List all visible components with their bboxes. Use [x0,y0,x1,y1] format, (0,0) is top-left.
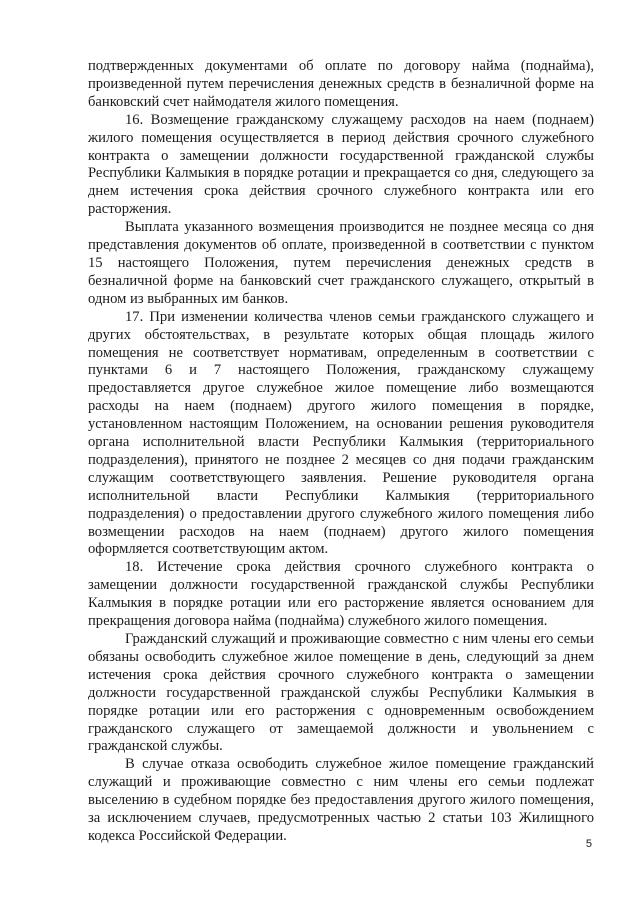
paragraph-item-16: 16. Возмещение гражданскому служащему расходов на наем (поднаем) жилого помещения осуществляется в период действия срочного служебного контракта о замещении должности государственной гражданской службы Республики Калмыкия в порядке ротации и прекращается со дня, следующего за днем истечения срока действия срочного служебного контракта или его расторжения. [88,111,594,218]
paragraph-item-18-eviction: В случае отказа освободить служебное жилое помещение гражданский служащий и проживающие совместно с ним члены его семьи подлежат выселению в судебном порядке без предоставления другого жилого помещения, за исключением случаев, предусмотренных частью 2 статьи 103 Жилищного кодекса Российской Федерации. [88,756,594,844]
paragraph-item-18-vacate: Гражданский служащий и проживающие совместно с ним члены его семьи обязаны освободить служебное жилое помещение в день, следующий за днем истечения срока действия срочного служебного контракта о замещении должности государственной гражданской службы Республики Калмыкия в порядке ротации или его расторжения с одновременным освобождением гражданского служащего от замещаемой должности и увольнением с гражданской службы. [88,631,594,755]
paragraph-item-18: 18. Истечение срока действия срочного служебного контракта о замещении должности государственной гражданской службы Республики Калмыкия в порядке ротации или его расторжение является основанием для прекращения договора найма (поднайма) служебного жилого помещения. [88,559,594,630]
document-body [88,58,594,846]
page-number: 5 [585,838,592,850]
paragraph-continuation: подтвержденных документами об оплате по договору найма (поднайма), произведенной путем перечисления денежных средств в безналичной форме на банковский счет наймодателя жилого помещения. [88,58,594,110]
paragraph-item-16-payment: Выплата указанного возмещения производится не позднее месяца со дня представления документов об оплате, произведенной в соответствии с пунктом 15 настоящего Положения, путем перечисления денежных средств в безналичной форме на банковский счет гражданского служащего, открытый в одном из выбранных им банков. [88,219,594,307]
paragraph-item-17: 17. При изменении количества членов семьи гражданского служащего и других обстоятельствах, в результате которых общая площадь жилого помещения не соответствует нормативам, определенным в соответствии с пунктами 6 и 7 настоящего Положения, гражданскому служащему предоставляется другое служебное жилое помещение либо возмещаются расходы на наем (поднаем) другого жилого помещения в порядке, установленном настоящим Положением, на основании решения руководителя органа исполнительной власти Республики Калмыкия (территориального подразделения), принятого не позднее 2 месяцев со дня подачи гражданским служащим соответствующего заявления. Решение руководителя органа исполнительной власти Республики Калмыкия (территориального подразделения) о предоставлении другого служебного жилого помещения либо возмещении расходов на наем (поднаем) другого жилого помещения оформляется соответствующим актом. [88,308,594,558]
